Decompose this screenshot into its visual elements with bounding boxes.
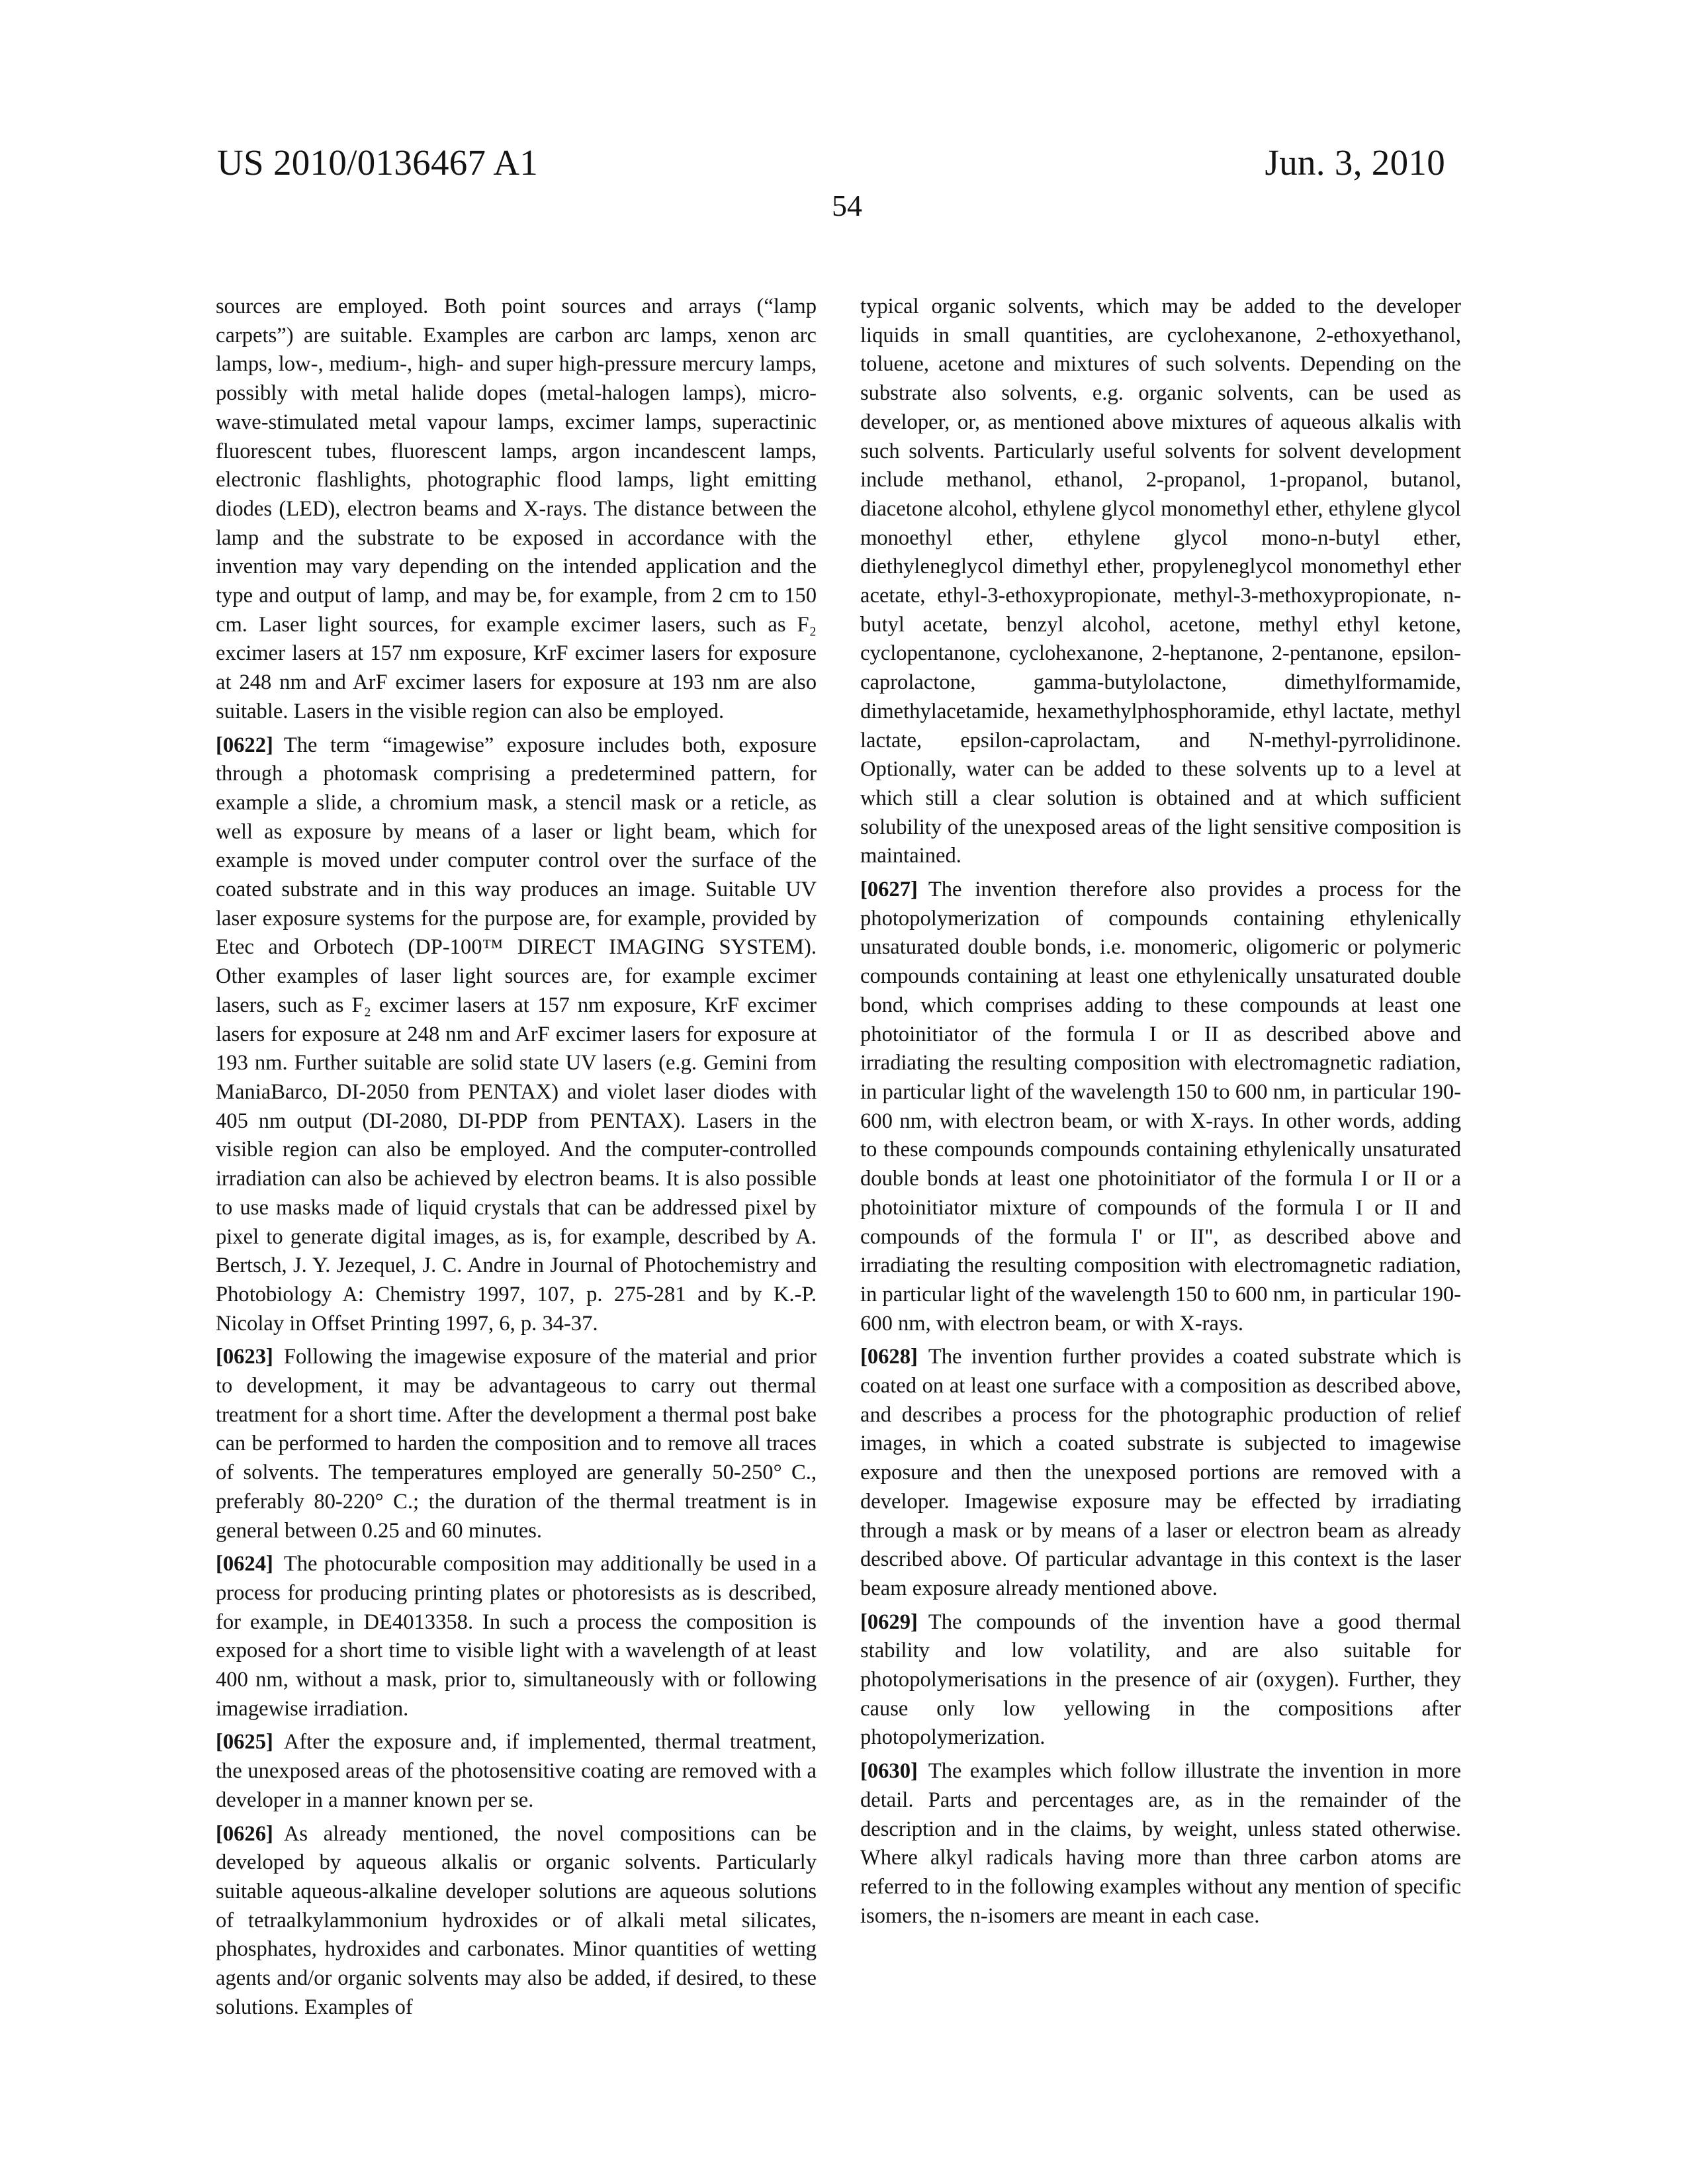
page-number: 54 (0, 191, 1694, 221)
paragraph-text: Following the imagewise exposure of the material and prior to development, it may be advantageous to carry out thermal treatment for a short time. After the development a thermal post bake can be performed to harden the composition and to remove all traces of solvents. The temperatures employed are generally 50-250° C., preferably 80-220° C.; the duration of the thermal treatment is in general between 0.25 and 60 minutes. (216, 1345, 817, 1542)
paragraph (216, 1343, 817, 1545)
paragraph-number: [0625] (216, 1730, 273, 1754)
paragraph (216, 1728, 817, 1815)
right-column (860, 293, 1461, 1935)
paragraph (860, 1757, 1461, 1931)
paragraph-text: The term “imagewise” exposure includes both, exposure through a photomask comprising a predetermined pattern, for example a slide, a chromium mask, a stencil mask or a reticle, as well as exposure by means of a laser or light beam, which for example is moved under computer control over the surface of the coated substrate and in this way produces an image. Suitable UV laser exposure systems for the purpose are, for example, provided by Etec and Orbotech (DP-100™ DIRECT IMAGING SYSTEM). Other examples of laser light sources are, for example excimer lasers, such as F₂ excimer lasers at 157 nm exposure, KrF excimer lasers for exposure at 248 nm and ArF excimer lasers for exposure at 193 nm. Further suitable are solid state UV lasers (e.g. Gemini from ManiaBarco, DI-2050 from PENTAX) and violet laser diodes with 405 nm output (DI-2080, DI-PDP from PENTAX). Lasers in the visible region can also be employed. And the computer-controlled irradiation can also be achieved by electron beams. It is also possible to use masks made of liquid crystals that can be addressed pixel by pixel to generate digital images, as is, for example, described by A. Bertsch, J. Y. Jezequel, J. C. Andre in Journal of Photochemistry and Photobiology A: Chemistry 1997, 107, p. 275-281 and by K.-P. Nicolay in Offset Printing 1997, 6, p. 34-37. (216, 733, 817, 1336)
paragraph (860, 293, 1461, 871)
publication-date: Jun. 3, 2010 (1265, 144, 1445, 181)
paragraph-number: [0623] (216, 1345, 273, 1369)
publication-number: US 2010/0136467 A1 (217, 144, 538, 181)
paragraph-number: [0624] (216, 1552, 273, 1576)
paragraph (216, 731, 817, 1339)
paragraph-number: [0630] (860, 1759, 918, 1783)
paragraph (860, 1343, 1461, 1603)
paragraph-text: As already mentioned, the novel compositions can be developed by aqueous alkalis or organic solvents. Particularly suitable aqueous-alkaline developer solutions are aqueous solutions of tetraalkylammonium hydroxides or of alkali metal silicates, phosphates, hydroxides and carbonates. Minor quantities of wetting agents and/or organic solvents may also be added, if desired, to these solutions. Examples of (216, 1822, 817, 2019)
paragraph-text: The invention therefore also provides a process for the photopolymerization of compounds containing ethylenically unsaturated double bonds, i.e. monomeric, oligomeric or polymeric compounds containing at least one ethylenically unsaturated double bond, which comprises adding to these compounds at least one photoinitiator of the formula I or II as described above and irradiating the resulting composition with electromagnetic radiation, in particular light of the wavelength 150 to 600 nm, in particular 190-600 nm, with electron beam, or with X-rays. In other words, adding to these compounds compounds containing ethylenically unsaturated double bonds at least one photoinitiator of the formula I or II or a photoinitiator mixture of compounds of the formula I or II and compounds of the formula I' or II", as described above and irradiating the resulting composition with electromagnetic radiation, in particular light of the wavelength 150 to 600 nm, in particular 190-600 nm, with electron beam, or with X-rays. (860, 878, 1461, 1336)
paragraph (216, 1820, 817, 2023)
paragraph-text: The examples which follow illustrate the invention in more detail. Parts and percentages are, as in the remainder of the description and in the claims, by weight, unless stated otherwise. Where alkyl radicals having more than three carbon atoms are referred to in the following examples without any mention of specific isomers, the n-isomers are meant in each case. (860, 1759, 1461, 1928)
paragraph-number: [0622] (216, 733, 273, 757)
paragraph (216, 293, 817, 727)
paragraph (860, 876, 1461, 1338)
paragraph-number: [0626] (216, 1822, 273, 1846)
paragraph-number: [0629] (860, 1610, 918, 1634)
paragraph (216, 1550, 817, 1723)
paragraph (860, 1608, 1461, 1753)
paragraph-text: sources are employed. Both point sources and arrays (“lamp carpets”) are suitable. Examples are carbon arc lamps, xenon arc lamps, low-, medium-, high- and super high-pressure mercury lamps, possibly with metal halide dopes (metal-halogen lamps), micro-wave-stimulated metal vapour lamps, excimer lamps, superactinic fluorescent tubes, fluorescent lamps, argon incandescent lamps, electronic flashlights, photographic flood lamps, light emitting diodes (LED), electron beams and X-rays. The distance between the lamp and the substrate to be exposed in accordance with the invention may vary depending on the intended application and the type and output of lamp, and may be, for example, from 2 cm to 150 cm. Laser light sources, for example excimer lasers, such as F₂ excimer lasers at 157 nm exposure, KrF excimer lasers for exposure at 248 nm and ArF excimer lasers for exposure at 193 nm are also suitable. Lasers in the visible region can also be employed. (216, 295, 817, 723)
paragraph-text: The compounds of the invention have a good thermal stability and low volatility, and are also suitable for photopolymerisations in the presence of air (oxygen). Further, they cause only low yellowing in the compositions after photopolymerization. (860, 1610, 1461, 1750)
paragraph-text: The photocurable composition may additionally be used in a process for producing printing plates or photoresists as is described, for example, in DE4013358. In such a process the composition is exposed for a short time to visible light with a wavelength of at least 400 nm, without a mask, prior to, simultaneously with or following imagewise irradiation. (216, 1552, 817, 1721)
paragraph-text: After the exposure and, if implemented, thermal treatment, the unexposed areas of the photosensitive coating are removed with a developer in a manner known per se. (216, 1730, 817, 1811)
paragraph-number: [0627] (860, 878, 918, 901)
patent-page (0, 0, 1694, 2184)
paragraph-number: [0628] (860, 1345, 918, 1369)
left-column (216, 293, 817, 2026)
paragraph-text: typical organic solvents, which may be added to the developer liquids in small quantities, are cyclohexanone, 2-ethoxyethanol, toluene, acetone and mixtures of such solvents. Depending on the substrate also solvents, e.g. organic solvents, can be used as developer, or, as mentioned above mixtures of aqueous alkalis with such solvents. Particularly useful solvents for solvent development include methanol, ethanol, 2-propanol, 1-propanol, butanol, diacetone alcohol, ethylene glycol monomethyl ether, ethylene glycol monoethyl ether, ethylene glycol mono-n-butyl ether, diethyleneglycol dimethyl ether, propyleneglycol monomethyl ether acetate, ethyl-3-ethoxypropionate, methyl-3-methoxypropionate, n-butyl acetate, benzyl alcohol, acetone, methyl ethyl ketone, cyclopentanone, cyclohexanone, 2-heptanone, 2-pentanone, epsilon-caprolactone, gamma-butylolactone, dimethylformamide, dimethylacetamide, hexamethylphosphoramide, ethyl lactate, methyl lactate, epsilon-caprolactam, and N-methyl-pyrrolidinone. Optionally, water can be added to these solvents up to a level at which still a clear solution is obtained and at which sufficient solubility of the unexposed areas of the light sensitive composition is maintained. (860, 295, 1461, 868)
paragraph-text: The invention further provides a coated substrate which is coated on at least one surface with a composition as described above, and describes a process for the photographic production of relief images, in which a coated substrate is subjected to imagewise exposure and then the unexposed portions are removed with a developer. Imagewise exposure may be effected by irradiating through a mask or by means of a laser or electron beam as already described above. Of particular advantage in this context is the laser beam exposure already mentioned above. (860, 1345, 1461, 1600)
